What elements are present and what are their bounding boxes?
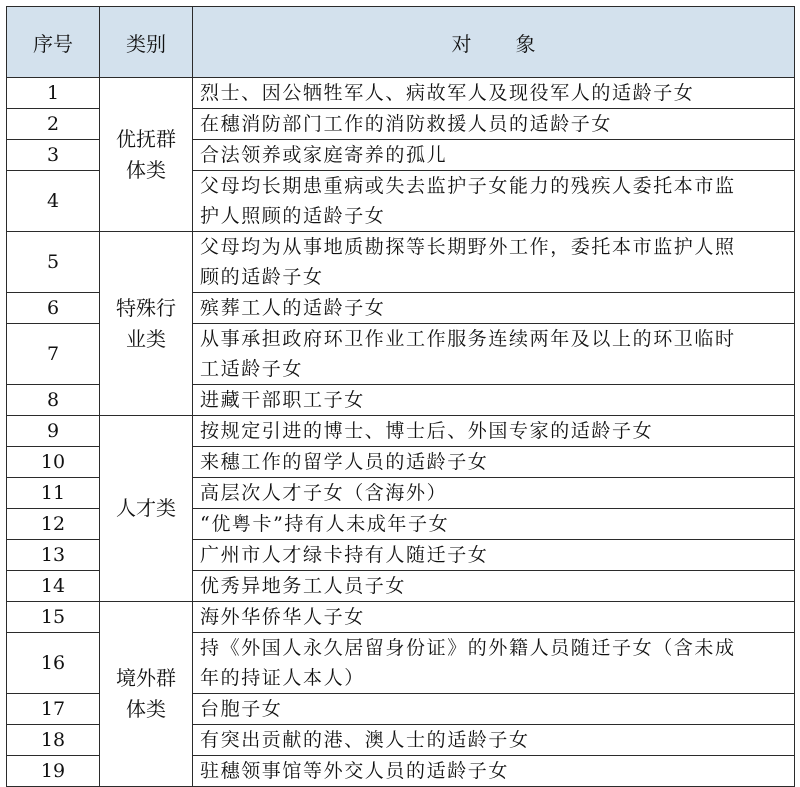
object-text: 年的持证人本人） (200, 667, 365, 689)
object-cell (193, 385, 795, 416)
category-label: 特殊行 (116, 295, 176, 320)
object-text: 护人照顾的适龄子女 (200, 205, 386, 227)
row-number: 14 (7, 571, 100, 602)
object-cell (193, 756, 795, 787)
object-text: 烈士、因公牺牲军人、病故军人及现役军人的适龄子女 (200, 82, 695, 104)
row-number: 17 (7, 694, 100, 725)
object-text: 广州市人才绿卡持有人随迁子女 (200, 544, 489, 566)
row-number: 11 (7, 478, 100, 509)
object-cell (193, 633, 795, 694)
row-number: 9 (7, 416, 100, 447)
category-label: 境外群 (116, 666, 176, 690)
row-number: 15 (7, 602, 100, 633)
row-number: 18 (7, 725, 100, 756)
object-text: 从事承担政府环卫作业工作服务连续两年及以上的环卫临时 (200, 328, 736, 350)
object-text: 高层次人才子女（含海外） (200, 482, 448, 504)
table-row (7, 602, 795, 633)
object-cell (193, 293, 795, 324)
object-text: 合法领养或家庭寄养的孤儿 (200, 144, 448, 166)
header-object-part2: 象 (515, 31, 536, 56)
eligibility-table (6, 6, 795, 787)
table-row (7, 416, 795, 447)
object-cell (193, 694, 795, 725)
row-number: 7 (7, 324, 100, 385)
table-row (7, 78, 795, 109)
object-cell (193, 324, 795, 385)
category-label: 体类 (126, 157, 166, 182)
category-label: 优抚群 (116, 126, 176, 151)
object-cell (193, 725, 795, 756)
object-cell (193, 171, 795, 232)
object-cell (193, 540, 795, 571)
object-cell (193, 140, 795, 171)
header-row (7, 7, 795, 78)
object-text: 殡葬工人的适龄子女 (200, 297, 386, 319)
object-text: 优秀异地务工人员子女 (200, 575, 407, 597)
object-cell (193, 416, 795, 447)
category-cell (100, 602, 193, 787)
object-text: 父母均长期患重病或失去监护子女能力的残疾人委托本市监 (200, 175, 736, 197)
row-number: 6 (7, 293, 100, 324)
table-body (7, 78, 795, 787)
object-text: 海外华侨华人子女 (200, 606, 365, 628)
category-cell (100, 232, 193, 416)
object-text: 在穗消防部门工作的消防救援人员的适龄子女 (200, 113, 613, 135)
object-cell (193, 232, 795, 293)
row-number: 3 (7, 140, 100, 171)
object-text: 进藏干部职工子女 (200, 389, 365, 411)
object-text: 工适龄子女 (200, 358, 304, 380)
row-number: 12 (7, 509, 100, 540)
category-cell (100, 416, 193, 602)
object-cell (193, 571, 795, 602)
header-object-part1: 对 (451, 31, 472, 56)
row-number: 1 (7, 78, 100, 109)
object-cell (193, 447, 795, 478)
row-number: 8 (7, 385, 100, 416)
row-number: 10 (7, 447, 100, 478)
object-text: 持《外国人永久居留身份证》的外籍人员随迁子女（含未成 (200, 637, 736, 659)
object-cell (193, 602, 795, 633)
object-text: 来穗工作的留学人员的适龄子女 (200, 451, 489, 473)
category-label: 体类 (126, 697, 166, 721)
row-number: 19 (7, 756, 100, 787)
category-label: 业类 (126, 326, 166, 351)
object-text: 驻穗领事馆等外交人员的适龄子女 (200, 760, 510, 782)
object-cell (193, 78, 795, 109)
header-index: 序号 (7, 7, 100, 78)
object-text: 父母均为从事地质勘探等长期野外工作，委托本市监护人照 (200, 236, 736, 258)
object-text: 有突出贡献的港、澳人士的适龄子女 (200, 729, 530, 751)
row-number: 13 (7, 540, 100, 571)
object-text: “优粤卡”持有人未成年子女 (200, 513, 450, 535)
table-row (7, 232, 795, 293)
header-object (193, 7, 795, 78)
row-number: 16 (7, 633, 100, 694)
object-cell (193, 109, 795, 140)
table-header (7, 7, 795, 78)
object-text: 按规定引进的博士、博士后、外国专家的适龄子女 (200, 420, 654, 442)
category-label: 人才类 (116, 496, 176, 520)
object-text: 台胞子女 (200, 698, 283, 720)
object-cell (193, 509, 795, 540)
row-number: 5 (7, 232, 100, 293)
header-category: 类别 (100, 7, 193, 78)
row-number: 4 (7, 171, 100, 232)
object-text: 顾的适龄子女 (200, 266, 324, 288)
row-number: 2 (7, 109, 100, 140)
category-cell (100, 78, 193, 232)
object-cell (193, 478, 795, 509)
